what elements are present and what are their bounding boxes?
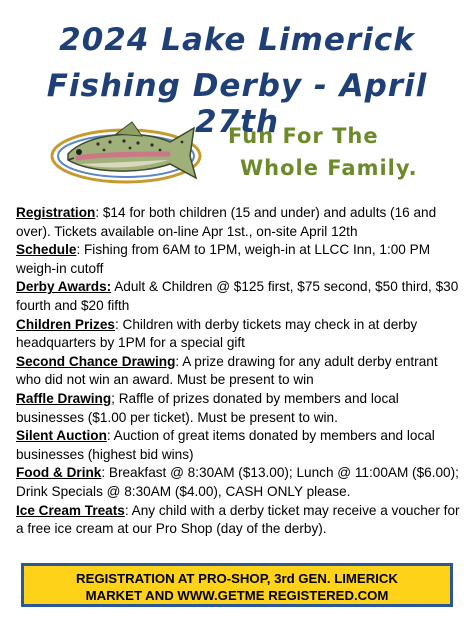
silent-auction-label: Silent Auction	[16, 428, 107, 444]
second-chance-label: Second Chance Drawing	[16, 353, 176, 369]
ice-cream-paragraph	[16, 502, 460, 539]
children-prizes-text: Children with derby tickets may check in at derby headquarters by 1PM for a special gift	[16, 316, 418, 351]
registration-banner	[21, 563, 453, 607]
tagline-line-1: Fun For The	[228, 124, 379, 148]
raffle-text: Raffle of prizes donated by members and local businesses ($1.00 per ticket). Must be present to win.	[16, 390, 399, 425]
separator: :	[76, 242, 81, 258]
separator: :	[114, 316, 119, 332]
separator: :	[101, 465, 106, 481]
schedule-label: Schedule	[16, 242, 77, 258]
title-line-1: 2024 Lake Limerick	[59, 22, 415, 58]
separator: ;	[111, 390, 115, 406]
registration-label: Registration	[16, 205, 96, 220]
children-prizes-paragraph	[16, 316, 460, 353]
food-drink-paragraph	[16, 464, 460, 501]
food-drink-text: Breakfast @ 8:30AM ($13.00); Lunch @ 11:00AM ($6.00); Drink Specials @ 8:30AM ($4.00), CASH ONLY please.	[16, 465, 459, 499]
derby-awards-label: Derby Awards:	[16, 279, 112, 295]
raffle-paragraph	[16, 390, 460, 427]
children-prizes-label: Children Prizes	[16, 316, 115, 332]
derby-awards-paragraph	[16, 278, 460, 315]
separator: :	[124, 502, 129, 518]
banner-line-1: REGISTRATION AT PRO-SHOP, 3rd GEN. LIMERICK	[76, 571, 398, 586]
registration-paragraph	[16, 204, 460, 241]
schedule-paragraph	[16, 241, 460, 278]
raffle-label: Raffle Drawing	[16, 390, 112, 406]
food-drink-label: Food & Drink	[16, 465, 102, 481]
ice-cream-label: Ice Cream Treats	[16, 502, 125, 518]
details-section	[16, 204, 460, 539]
registration-text: $14 for both children (15 and under) and adults (16 and over). Tickets available on-line Apr 1st., on-site April 12th	[16, 205, 437, 239]
second-chance-paragraph	[16, 353, 460, 390]
tagline-line-2: Whole Family.	[240, 156, 418, 180]
ice-cream-text: Any child with a derby ticket may receive a voucher for a free ice cream at our Pro Shop (day of the derby).	[16, 502, 460, 537]
banner-line-2: MARKET AND WWW.GETME REGISTERED.COM	[85, 588, 389, 603]
derby-awards-text: Adult & Children @ $125 first, $75 second, $50 third, $30 fourth and $20 fifth	[16, 279, 459, 313]
silent-auction-paragraph	[16, 427, 460, 464]
schedule-text: Fishing from 6AM to 1PM, weigh-in at LLCC Inn, 1:00 PM weigh-in cutoff	[16, 242, 431, 276]
separator: :	[175, 353, 180, 369]
separator: :	[106, 428, 111, 444]
separator: :	[95, 205, 100, 220]
trout-fish-icon	[46, 108, 206, 198]
second-chance-text: A prize drawing for any adult derby entrant who did not win an award. Must be present to win	[16, 353, 438, 388]
silent-auction-text: Auction of great items donated by members and local businesses (highest bid wins)	[16, 428, 435, 462]
title-line-2: Fishing Derby - April 27th	[46, 68, 428, 140]
